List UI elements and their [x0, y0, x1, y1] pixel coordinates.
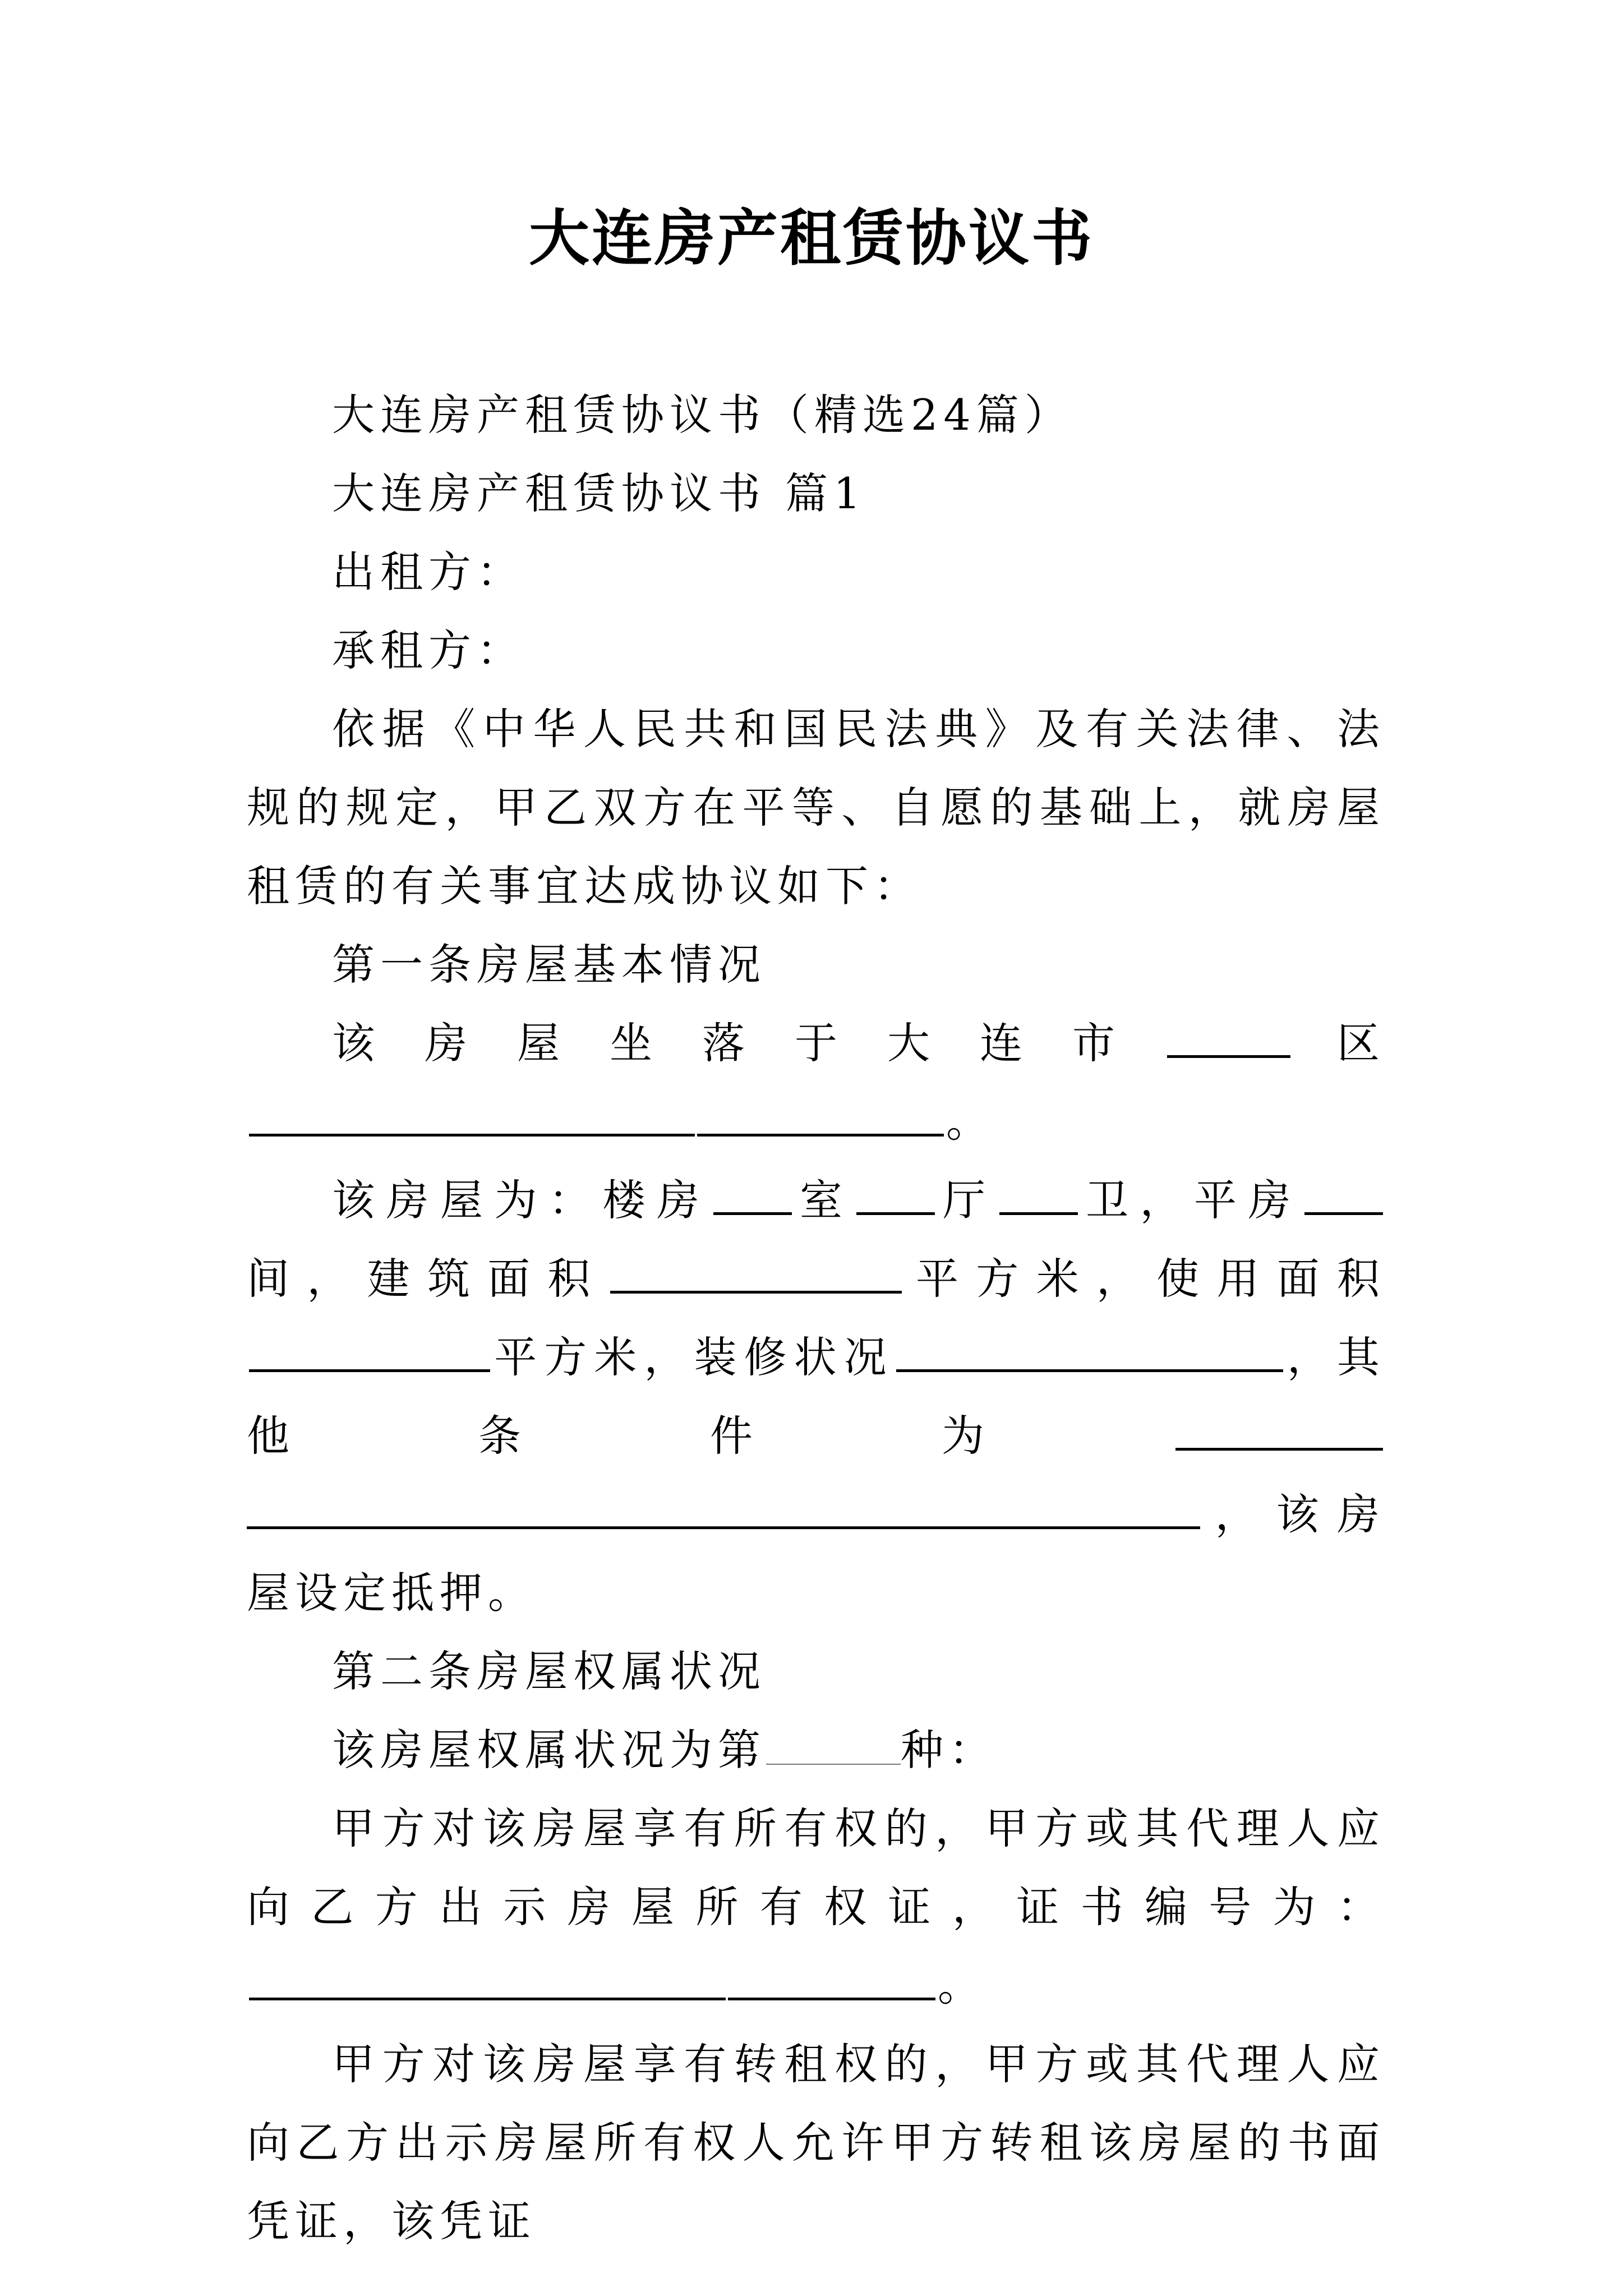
house-type-text-d: 卫，平房	[1080, 1175, 1302, 1225]
building-area-blank	[610, 1257, 902, 1294]
bungalow-blank	[1304, 1179, 1383, 1215]
house-type-text-f: 平方米，使用面积	[903, 1254, 1386, 1304]
lessee-line: 承租方：	[332, 625, 525, 675]
other-conditions-blank-1	[1175, 1414, 1383, 1451]
article-2-title: 第二条房屋权属状况	[332, 1646, 766, 1696]
house-type-text-e: 间，建筑面积	[247, 1254, 608, 1304]
ownership-text-b: 种：	[901, 1725, 997, 1775]
address-blank-2	[697, 1100, 944, 1137]
article-1-title: 第一条房屋基本情况	[332, 940, 766, 990]
subtitle: 大连房产租赁协议书（精选24篇）	[332, 390, 1073, 440]
house-type-text-h: ，其他条件为	[247, 1332, 1386, 1461]
cert-number-blank-2	[728, 1964, 935, 2000]
document-body	[247, 376, 1385, 2261]
house-type-text-i: ，该房屋设定抵押。	[247, 1489, 1385, 1618]
district-blank	[1167, 1022, 1290, 1058]
intro-paragraph: 依据《中华人民共和国民法典》及有关法律、法规的规定，甲乙双方在平等、自愿的基础上，就房屋租赁的有关事宜达成协议如下：	[247, 704, 1385, 911]
halls-blank	[856, 1179, 935, 1215]
rooms-blank	[713, 1179, 792, 1215]
location-end: 。	[946, 1097, 994, 1147]
location-text-b: 区	[1293, 1018, 1385, 1068]
ownership-text-a: 该房屋权属状况为第	[332, 1725, 766, 1775]
baths-blank	[999, 1179, 1078, 1215]
section-heading: 大连房产租赁协议书 篇1	[332, 468, 866, 518]
house-type-text-c: 厅	[937, 1175, 997, 1225]
address-blank-1	[249, 1100, 695, 1137]
decoration-blank	[896, 1336, 1283, 1372]
ownership-cert-paragraph	[247, 1789, 1385, 2025]
document-title: 大连房产租赁协议书	[528, 203, 1094, 274]
ownership-cert-text: 甲方对该房屋享有所有权的，甲方或其代理人应向乙方出示房屋所有权证，证书编号为：	[247, 1803, 1385, 1932]
cert-number-blank-1	[249, 1964, 726, 2000]
location-text-a: 该房屋坐落于大连市	[332, 1018, 1165, 1068]
other-conditions-blank-2	[247, 1493, 1200, 1529]
sublease-paragraph: 甲方对该房屋享有转租权的，甲方或其代理人应向乙方出示房屋所有权人允许甲方转租该房屋的书面凭证，该凭证	[247, 2039, 1385, 2246]
house-type-paragraph	[247, 1161, 1385, 1632]
ownership-type-blank	[766, 1730, 901, 1765]
house-type-text-b: 室	[794, 1175, 854, 1225]
lessor-line: 出租方：	[332, 547, 525, 597]
house-type-text-g: 平方米，装修状况	[492, 1332, 894, 1382]
house-type-text-a: 该房屋为：楼房	[332, 1175, 711, 1225]
ownership-type-paragraph	[247, 1711, 1385, 1789]
usable-area-blank	[249, 1336, 490, 1372]
location-paragraph	[247, 1004, 1385, 1161]
ownership-cert-end: 。	[938, 1961, 986, 2010]
